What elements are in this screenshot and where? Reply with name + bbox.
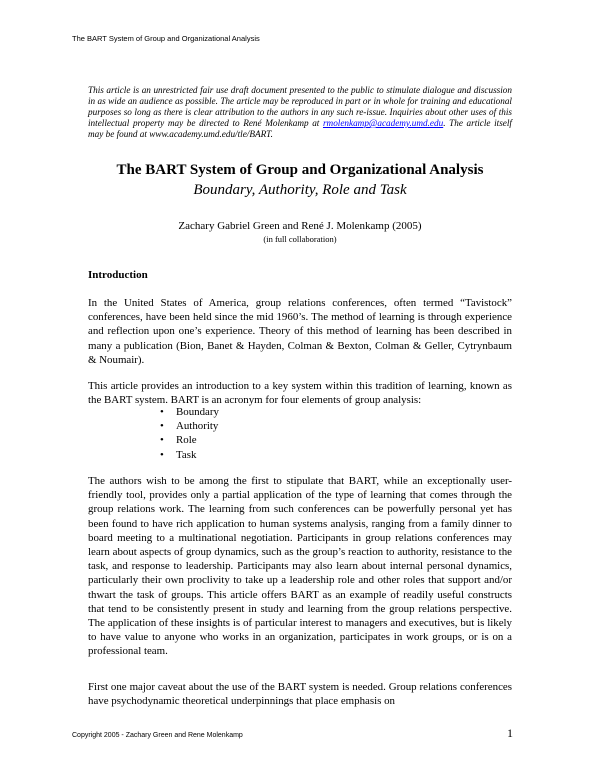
notice-text-end: . The article itself may be found at www.academy.umd.edu/tle/BART. [88, 118, 512, 139]
section-heading: Introduction [88, 269, 148, 281]
collaboration-note: (in full collaboration) [263, 234, 337, 244]
list-item: • Task [160, 448, 219, 462]
list-item: • Authority [160, 419, 219, 433]
list-item: • Boundary [160, 405, 219, 419]
list-item: • Role [160, 433, 219, 447]
notice-text: This article is an unrestricted fair use draft document presented to the public to stimulate dialogue and discussion in as wide an audience as possible. The article may be reproduced in part or in whole for training and educational purposes so long as there is clear attribution to the authors in any such re-issue. Inquiries about other uses of this intellectual property may be directed to René Molenkamp at [88, 85, 512, 128]
paragraph-1: In the United States of America, group relations conferences, often termed “Tavistock” conferences, have been held since the mid 1960’s. The method of learning is through experience and reflection upon one’s experience. Theory of this method of learning has been described in many a publication (Bion, Banet & Hayden, Colman & Bexton, Colman & Geller, Cytrynbaum & Noumair). [88, 297, 512, 366]
paragraph-3: The authors wish to be among the first to stipulate that BART, while an exceptionally user-friendly tool, provides only a partial application of the type of learning that comes through the group relations work. The learning from such conferences can be powerfully personal yet has been found to have rich application to human systems analysis, ranging from a family dinner to board meeting to a multinational negotiation. Participants in group relations conferences may learn about aspects of group dynamics, such as the group’s reaction to authority, resistance to the task, and response to leadership. Participants may also learn about internal personal dynamics, particularly their own proclivity to take up a leadership role and other roles that support and/or thwart the task of groups. This article offers BART as an example of readily useful constructs that tend to be consistently present in study and learning from the group relations perspective. The application of these insights is of particular interest to managers and executives, but is likely to have value to anyone who works in an organization, participates in work groups, or is on a professional team. [88, 475, 512, 658]
usage-notice [88, 85, 512, 140]
copyright-footer: Copyright 2005 - Zachary Green and Rene Molenkamp [72, 732, 243, 739]
page-number: 1 [507, 726, 513, 740]
author-line: Zachary Gabriel Green and René J. Molenkamp (2005) [178, 220, 422, 232]
bart-element-list [160, 405, 219, 462]
contact-email-link[interactable]: rmolenkamp@academy.umd.edu [322, 118, 444, 128]
paragraph-4: First one major caveat about the use of the BART system is needed. Group relations conferences have psychodynamic theoretical underpinnings that place emphasis on [88, 681, 512, 708]
paragraph-2: This article provides an introduction to a key system within this tradition of learning, known as the BART system. BART is an acronym for four elements of group analysis: [88, 380, 512, 407]
document-subtitle: Boundary, Authority, Role and Task [193, 182, 407, 198]
document-title: The BART System of Group and Organizational Analysis [116, 162, 484, 178]
running-header: The BART System of Group and Organizational Analysis [72, 34, 260, 43]
